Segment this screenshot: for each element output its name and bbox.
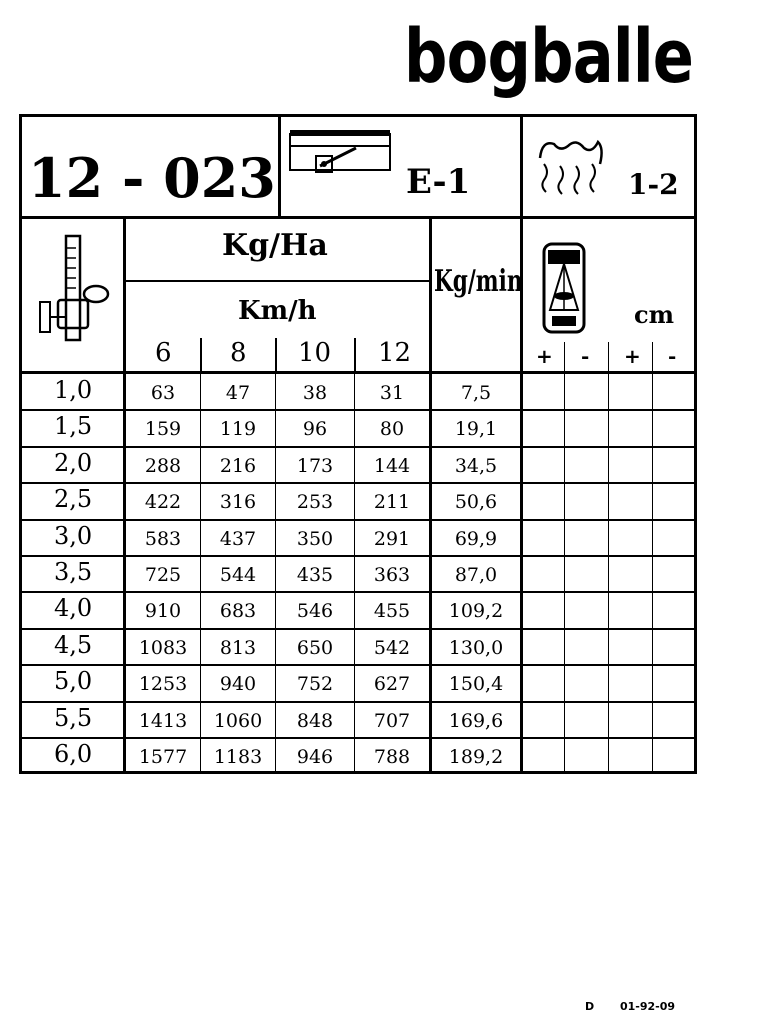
km-per-h-header: Km/h — [238, 296, 317, 326]
kg-ha-value: 173 — [296, 454, 334, 477]
row-divider — [19, 701, 697, 703]
kg-ha-value: 788 — [373, 746, 411, 768]
kg-min-value: 150,4 — [448, 673, 504, 696]
speed-8: 8 — [230, 338, 247, 368]
kg-per-ha-header: Kg/Ha — [222, 228, 328, 263]
kg-ha-value: 1060 — [213, 709, 263, 732]
kg-ha-value: 119 — [219, 418, 257, 441]
row-divider — [19, 519, 697, 521]
kg-ha-value: 910 — [144, 600, 182, 623]
disc-setting: 1-2 — [628, 168, 679, 201]
kg-ha-value: 422 — [144, 491, 182, 514]
kg-ha-value: 940 — [219, 673, 257, 696]
kg-ha-value: 216 — [219, 454, 257, 477]
rate-setting: 1,0 — [54, 376, 93, 404]
rate-setting: 3,0 — [54, 521, 93, 550]
rate-setting: 5,5 — [54, 703, 93, 732]
kg-ha-value: 435 — [296, 564, 334, 586]
kg-ha-value: 752 — [296, 673, 334, 696]
kg-min-value: 87,0 — [454, 564, 498, 586]
kg-ha-value: 363 — [373, 564, 411, 586]
kg-ha-value: 253 — [296, 491, 334, 514]
kg-ha-value: 144 — [373, 454, 411, 477]
spreading-discs-icon — [530, 130, 610, 200]
kg-ha-value: 31 — [379, 382, 405, 404]
kg-ha-value: 813 — [219, 636, 257, 659]
dosage-lever-icon — [36, 232, 112, 344]
row-divider — [19, 555, 697, 557]
kg-ha-value: 725 — [144, 564, 182, 586]
kg-ha-value: 1183 — [213, 746, 263, 768]
rate-setting: 2,5 — [54, 485, 93, 514]
kg-ha-value: 627 — [373, 673, 411, 696]
kg-ha-value: 544 — [219, 564, 257, 586]
kg-ha-value: 707 — [373, 709, 411, 732]
speed-6: 6 — [155, 338, 172, 368]
sign-minus-2: - — [668, 344, 677, 368]
rate-setting: 4,0 — [54, 594, 93, 623]
kg-min-value: 130,0 — [448, 636, 504, 659]
rate-setting: 3,5 — [54, 558, 93, 586]
kg-ha-value: 650 — [296, 636, 334, 659]
kg-ha-value: 848 — [296, 709, 334, 732]
kg-ha-value: 159 — [144, 418, 182, 441]
kg-ha-value: 1413 — [138, 709, 188, 732]
row-divider — [19, 482, 697, 484]
sign-minus-1: - — [581, 344, 590, 368]
sign-plus-1: + — [536, 344, 553, 368]
kg-ha-value: 350 — [296, 527, 334, 550]
kg-min-value: 7,5 — [460, 382, 492, 404]
kg-ha-value: 546 — [296, 600, 334, 623]
rate-setting: 1,5 — [54, 412, 93, 441]
kg-ha-value: 316 — [219, 491, 257, 514]
row-divider — [19, 628, 697, 630]
row-divider — [19, 446, 697, 448]
footer-letter: D — [585, 1000, 595, 1013]
kg-ha-value: 1253 — [138, 673, 188, 696]
header-separator-1 — [278, 114, 281, 218]
kg-ha-value: 291 — [373, 527, 411, 550]
rate-setting: 2,0 — [54, 448, 93, 477]
speed-10: 10 — [298, 338, 332, 368]
kg-ha-value: 80 — [379, 418, 405, 441]
rate-setting: 5,0 — [54, 667, 93, 696]
kg-min-value: 34,5 — [454, 454, 498, 477]
spread-pattern-icon — [540, 240, 588, 336]
kgha-underline — [124, 280, 430, 282]
kg-min-value: 169,6 — [448, 709, 504, 732]
kg-ha-value: 946 — [296, 746, 334, 768]
cm-header: cm — [634, 300, 675, 329]
kg-ha-value: 211 — [373, 491, 411, 514]
table-header-bottom — [19, 371, 697, 374]
chart-code: 12 - 023 — [28, 146, 276, 210]
kg-per-min-header: Kg/min — [434, 264, 523, 299]
kg-ha-value: 63 — [150, 382, 176, 404]
brand-logo: bogballe — [404, 14, 694, 100]
kg-ha-value: 47 — [225, 382, 251, 404]
kg-ha-value: 437 — [219, 527, 257, 550]
kg-min-value: 19,1 — [454, 418, 498, 441]
kg-ha-value: 1083 — [138, 636, 188, 659]
kg-ha-value: 96 — [302, 418, 328, 441]
kg-ha-value: 288 — [144, 454, 182, 477]
kg-ha-value: 583 — [144, 527, 182, 550]
sign-plus-2: + — [624, 344, 641, 368]
header-separator-2 — [520, 114, 523, 774]
kg-ha-value: 683 — [219, 600, 257, 623]
kg-min-value: 109,2 — [448, 600, 504, 623]
kg-min-value: 50,6 — [454, 491, 498, 514]
header-divider — [19, 216, 697, 219]
rate-setting: 4,5 — [54, 630, 93, 659]
row-divider — [19, 591, 697, 593]
row-divider — [19, 409, 697, 411]
kg-min-value: 189,2 — [448, 746, 504, 768]
kg-ha-value: 1577 — [138, 746, 188, 768]
spreader-hopper-icon — [286, 126, 396, 186]
row-divider — [19, 664, 697, 666]
spreader-setting: E-1 — [406, 162, 471, 202]
kg-ha-value: 542 — [373, 636, 411, 659]
kg-ha-value: 455 — [373, 600, 411, 623]
kg-min-value: 69,9 — [454, 527, 498, 550]
rate-setting: 6,0 — [54, 740, 93, 768]
kg-ha-value: 38 — [302, 382, 328, 404]
footer-date: 01-92-09 — [620, 1000, 676, 1013]
row-divider — [19, 737, 697, 739]
speed-12: 12 — [378, 338, 412, 368]
